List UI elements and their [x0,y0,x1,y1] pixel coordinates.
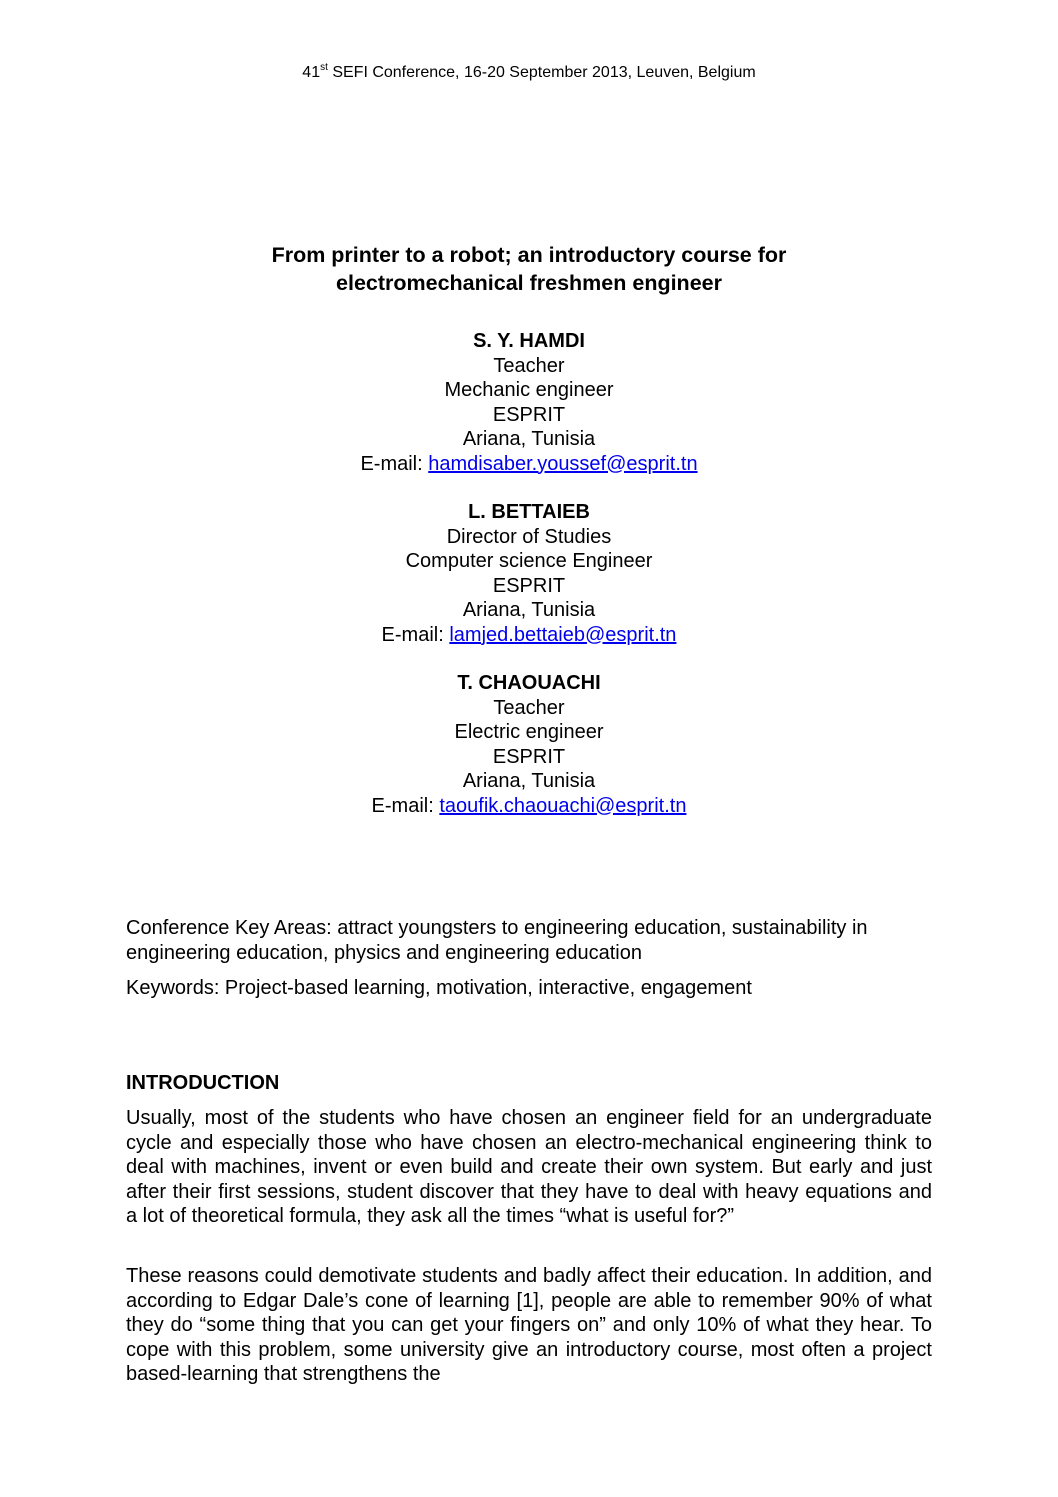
author-role: Teacher [493,354,565,377]
author-name: T. CHAOUACHI [457,672,601,694]
key-areas-line-1: Conference Key Areas: attract youngsters to engineering education, sustainability in [126,917,868,939]
author-role: Teacher [493,696,565,719]
author-institution: ESPRIT [492,745,566,768]
author-block [0,500,1058,647]
title-line-2: electromechanical freshmen engineer [336,271,722,295]
email-label: E-mail: [371,794,440,817]
email-label: E-mail: [360,452,429,475]
running-header [0,62,1058,84]
header-number: 41 [302,64,321,81]
author-name: L. BETTAIEB [468,501,590,523]
paragraph-text: These reasons could demotivate students and badly affect their education. In addition, and according to Edgar Dale’s cone of learning [1], people are able to remember 90% of what they do “some thing that you can get your fingers on” and only 10% of what they hear. To cope with this problem, some university give an introductory course, most often a project based-learning that strengthens the [126,1265,932,1385]
author-block [0,671,1058,818]
paragraph-text: Usually, most of the students who have chosen an engineer field for an undergraduate cycle and especially those who have chosen an electro-mechanical engineering think to deal with machines, invent or even build and create their own system. But early and just after their first sessions, student discover that they have to deal with heavy equations and a lot of theoretical formula, they ask all the times “what is useful for?” [126,1107,932,1227]
author-location: Ariana, Tunisia [462,770,596,792]
author-email-line [0,794,1058,819]
author-list [0,329,1058,842]
author-location: Ariana, Tunisia [462,428,596,450]
author-institution: ESPRIT [492,574,566,597]
section-heading-introduction: INTRODUCTION [126,1072,280,1094]
conference-key-areas [126,916,932,965]
author-profession: Mechanic engineer [444,379,614,401]
author-location: Ariana, Tunisia [462,599,596,621]
title-line-1: From printer to a robot; an introductory course for [271,243,787,267]
author-block [0,329,1058,476]
paper-title [0,241,1058,297]
author-email-line [0,452,1058,477]
header-text: SEFI Conference, 16-20 September 2013, Leuven, Belgium [327,64,756,81]
author-institution: ESPRIT [492,403,566,426]
author-profession: Computer science Engineer [405,550,653,572]
author-email-link[interactable]: lamjed.bettaieb@esprit.tn [449,623,677,646]
author-profession: Electric engineer [454,721,604,743]
keywords: Keywords: Project-based learning, motivation, interactive, engagement [126,977,752,999]
introduction-paragraph-1 [126,1106,932,1229]
author-role: Director of Studies [446,525,612,548]
email-label: E-mail: [381,623,450,646]
author-email-link[interactable]: taoufik.chaouachi@esprit.tn [439,794,687,817]
introduction-paragraph-2 [126,1264,932,1387]
author-email-line [0,623,1058,648]
header-superscript: st [320,62,328,73]
author-email-link[interactable]: hamdisaber.youssef@esprit.tn [428,452,698,475]
key-areas-line-2: engineering education, physics and engineering education [126,941,642,964]
author-name: S. Y. HAMDI [473,330,585,352]
